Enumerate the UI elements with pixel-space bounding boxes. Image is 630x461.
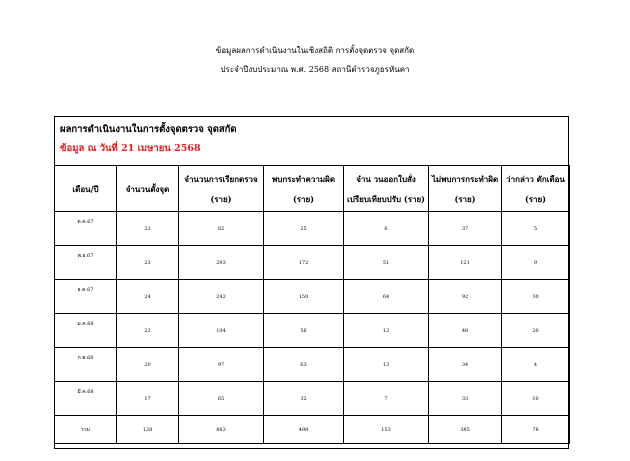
header-points: จำนวนตั้งจุด [117, 166, 179, 212]
cell-points: 20 [117, 348, 179, 382]
cell-points: 17 [117, 382, 179, 416]
table-row [55, 212, 570, 246]
header-offenses: พบกระทำความผิด (ราย) [264, 166, 344, 212]
cell-inspections: 242 [179, 280, 264, 314]
header-warnings: ว่ากล่าว ตักเตือน (ราย) [502, 166, 570, 212]
table-row [55, 348, 570, 382]
header-no-offense: ไม่พบการกระทำผิด (ราย) [429, 166, 502, 212]
cell-no-offense: 34 [429, 348, 502, 382]
table-row [55, 314, 570, 348]
cell-no-offense: 92 [429, 280, 502, 314]
header-month: เดือน/ปี [55, 166, 117, 212]
cell-offenses: 172 [264, 246, 344, 280]
cell-warnings: 4 [502, 348, 570, 382]
cell-offenses: 32 [264, 382, 344, 416]
table-row [55, 382, 570, 416]
results-panel [54, 116, 569, 449]
cell-month: มี.ค.68 [55, 382, 117, 416]
table-total-row [55, 416, 570, 444]
cell-tickets: 51 [344, 246, 429, 280]
cell-points: 24 [117, 280, 179, 314]
cell-no-offense: 385 [429, 416, 502, 444]
cell-tickets: 6 [344, 212, 429, 246]
header-tickets: จำน วนออกใบสั่ง เปรียบเทียบปรับ (ราย) [344, 166, 429, 212]
cell-warnings: 5 [502, 212, 570, 246]
cell-warnings: 10 [502, 382, 570, 416]
cell-offenses: 25 [264, 212, 344, 246]
cell-points: 128 [117, 416, 179, 444]
cell-no-offense: 121 [429, 246, 502, 280]
header-inspections: จำนวนการเรียกตรวจ (ราย) [179, 166, 264, 212]
cell-points: 23 [117, 246, 179, 280]
cell-tickets: 153 [344, 416, 429, 444]
table-header-row [55, 166, 570, 212]
data-date-label: ข้อมูล ณ วันที่ 21 เมษายน 2568 [60, 143, 201, 154]
cell-no-offense: 37 [429, 212, 502, 246]
cell-month: ม.ค.68 [55, 314, 117, 348]
cell-warnings: 30 [502, 280, 570, 314]
cell-inspections: 82 [179, 212, 264, 246]
cell-tickets: 64 [344, 280, 429, 314]
table-row [55, 280, 570, 314]
cell-tickets: 7 [344, 382, 429, 416]
cell-inspections: 65 [179, 382, 264, 416]
cell-month: ต.ค.67 [55, 212, 117, 246]
document-title-line2: ประจำปีงบประมาณ พ.ศ. 2568 สถานีตำรวจภูธรหันคา [220, 65, 410, 74]
cell-warnings: 78 [502, 416, 570, 444]
cell-offenses: 498 [264, 416, 344, 444]
cell-inspections: 104 [179, 314, 264, 348]
cell-offenses: 63 [264, 348, 344, 382]
cell-points: 22 [117, 212, 179, 246]
cell-offenses: 150 [264, 280, 344, 314]
cell-points: 22 [117, 314, 179, 348]
panel-title: ผลการดำเนินงานในการตั้งจุดตรวจ จุดสกัด [60, 124, 237, 135]
cell-month: รวม [55, 416, 117, 444]
cell-inspections: 293 [179, 246, 264, 280]
cell-month: พ.ย.67 [55, 246, 117, 280]
cell-no-offense: 48 [429, 314, 502, 348]
cell-inspections: 97 [179, 348, 264, 382]
cell-tickets: 13 [344, 348, 429, 382]
document-title-line1: ข้อมูลผลการดำเนินงานในเชิงสถิติ การตั้งจุดตรวจ จุดสกัด [215, 46, 415, 55]
table-row [55, 246, 570, 280]
cell-warnings: 20 [502, 314, 570, 348]
cell-inspections: 883 [179, 416, 264, 444]
cell-month: ธ.ค.67 [55, 280, 117, 314]
cell-offenses: 56 [264, 314, 344, 348]
cell-warnings: 9 [502, 246, 570, 280]
results-table [54, 165, 570, 444]
cell-tickets: 12 [344, 314, 429, 348]
cell-no-offense: 33 [429, 382, 502, 416]
cell-month: ก.พ.68 [55, 348, 117, 382]
